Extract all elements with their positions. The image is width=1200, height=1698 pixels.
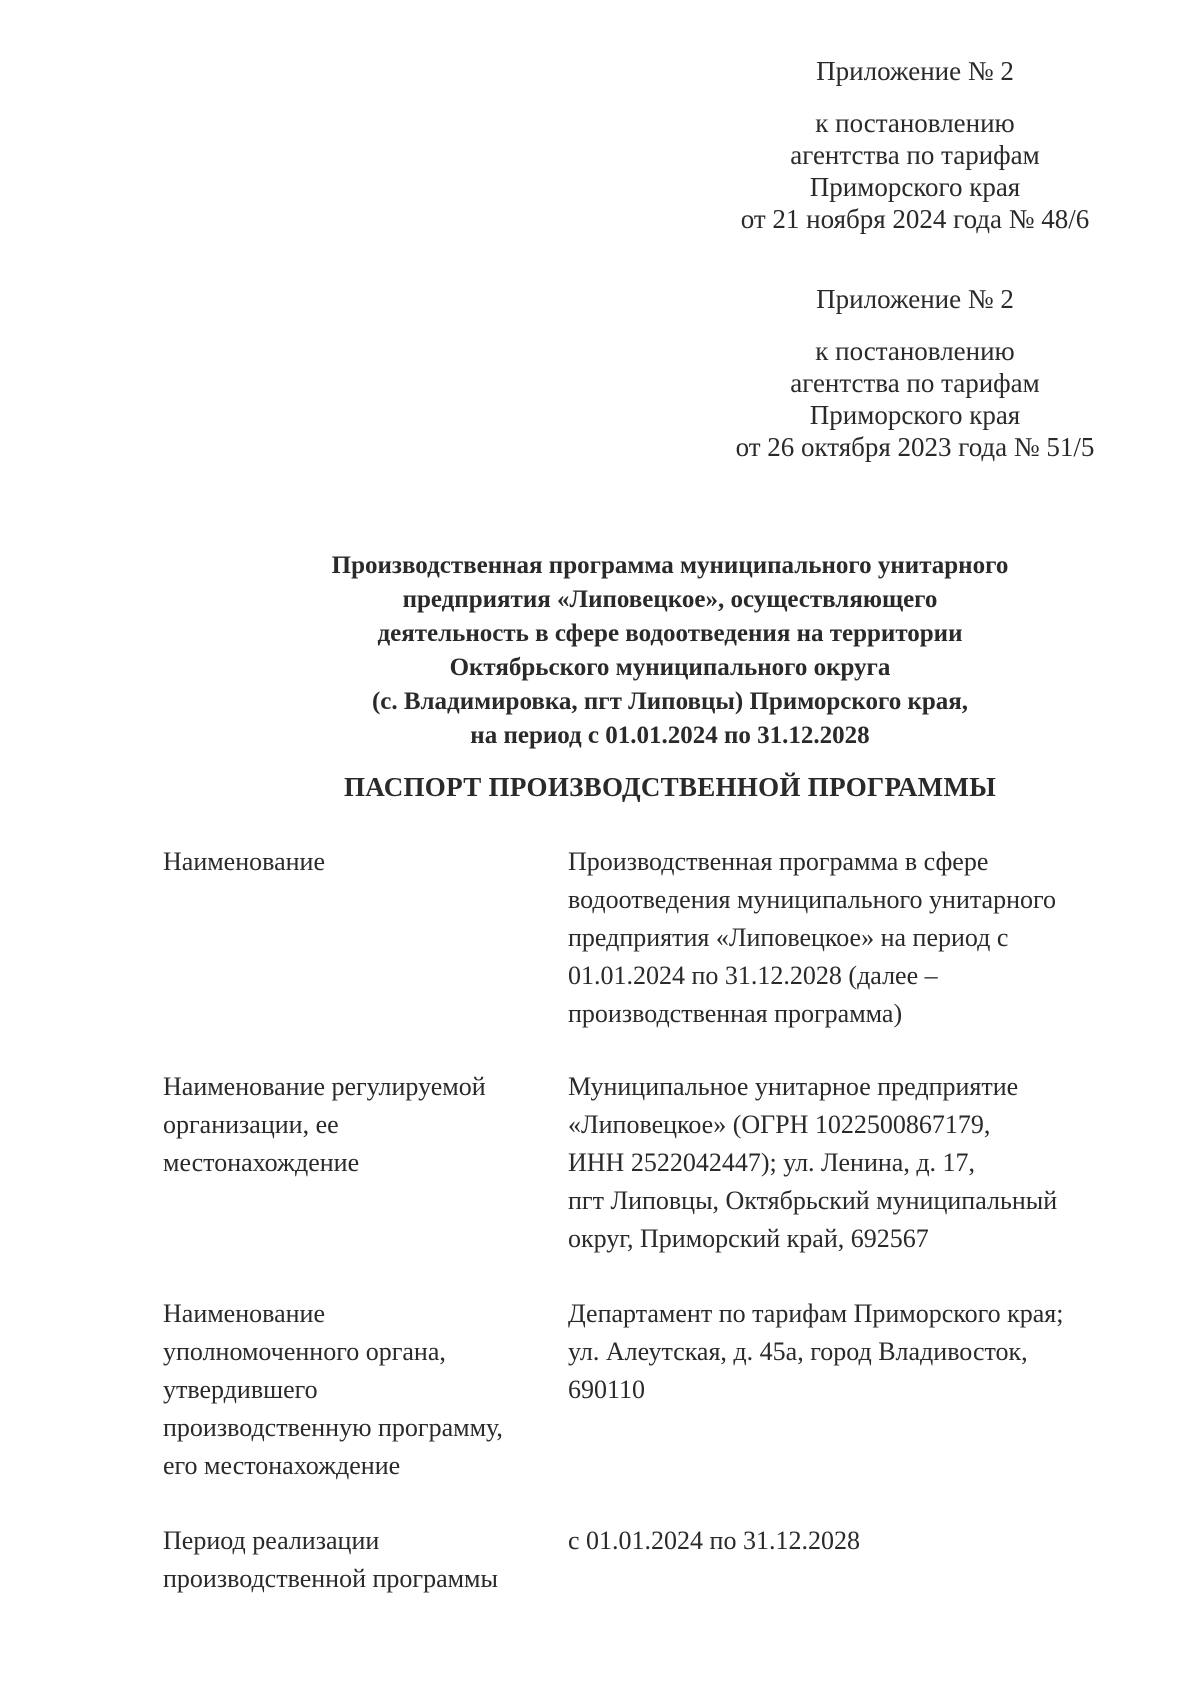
heading-line: (с. Владимировка, пгт Липовцы) Приморского края, — [371, 688, 969, 715]
value-line: ИНН 2522042447); ул. Ленина, д. 17, — [568, 1148, 976, 1177]
appendix-line: агентства по тарифам — [790, 140, 1040, 170]
heading-line: Производственная программа муниципального унитарного — [331, 552, 1009, 579]
heading-line: на период с 01.01.2024 по 31.12.2028 — [470, 722, 870, 749]
passport-title: ПАСПОРТ ПРОИЗВОДСТВЕННОЙ ПРОГРАММЫ — [343, 772, 997, 802]
value-line: округ, Приморский край, 692567 — [568, 1224, 929, 1253]
value-line: пгт Липовцы, Октябрьский муниципальный — [568, 1186, 1058, 1215]
passport-row-label — [163, 1068, 553, 1182]
value-line: предприятия «Липовецкое» на период с — [568, 923, 1009, 952]
label-line: производственную программу, — [163, 1413, 503, 1442]
label-line: организации, ее — [163, 1110, 339, 1139]
passport-row-label — [163, 1295, 553, 1485]
passport-row-value — [568, 843, 1128, 1033]
passport-row-value — [568, 1068, 1128, 1258]
appendix-line: от 26 октября 2023 года № 51/5 — [735, 432, 1095, 462]
value-line: Департамент по тарифам Приморского края; — [568, 1299, 1064, 1328]
value-line: водоотведения муниципального унитарного — [568, 885, 1057, 914]
label-line: утвердившего — [163, 1375, 318, 1404]
passport-row-value — [568, 1295, 1128, 1409]
value-line: Муниципальное унитарное предприятие — [568, 1072, 1019, 1101]
label-line: Наименование — [163, 1299, 325, 1328]
heading-line: предприятия «Липовецкое», осуществляющего — [402, 586, 938, 613]
value-line: 690110 — [568, 1375, 646, 1404]
value-line: «Липовецкое» (ОГРН 1022500867179, — [568, 1110, 991, 1139]
label-line: уполномоченного органа, — [163, 1337, 446, 1366]
appendix-line: к постановлению — [815, 108, 1015, 138]
heading-line: деятельность в сфере водоотведения на территории — [377, 620, 963, 647]
appendix-header-current — [680, 55, 1150, 235]
heading-line: Октябрьского муниципального округа — [449, 654, 891, 681]
appendix-line: Приморского края — [809, 172, 1021, 202]
appendix-line: к постановлению — [815, 336, 1015, 366]
value-line: Производственная программа в сфере — [568, 847, 989, 876]
appendix-line: агентства по тарифам — [790, 368, 1040, 398]
appendix-header-previous — [680, 283, 1150, 463]
label-line: его местонахождение — [163, 1451, 401, 1480]
passport-row-value — [568, 1522, 1128, 1560]
label-line: Наименование регулируемой — [163, 1072, 486, 1101]
value-line: ул. Алеутская, д. 45а, город Владивосток, — [568, 1337, 1028, 1366]
label-line: производственной программы — [163, 1564, 498, 1593]
label-line: местонахождение — [163, 1148, 360, 1177]
value-line: 01.01.2024 по 31.12.2028 (далее – — [568, 961, 938, 990]
label-line: Наименование — [163, 847, 325, 876]
program-heading — [200, 549, 1140, 753]
appendix-title: Приложение № 2 — [816, 56, 1014, 86]
appendix-line: от 21 ноября 2024 года № 48/6 — [740, 204, 1090, 234]
passport-row-label — [163, 1522, 553, 1598]
value-line: с 01.01.2024 по 31.12.2028 — [568, 1526, 860, 1555]
appendix-title: Приложение № 2 — [816, 284, 1014, 314]
label-line: Период реализации — [163, 1526, 380, 1555]
value-line: производственная программа) — [568, 999, 903, 1028]
appendix-line: Приморского края — [809, 400, 1021, 430]
passport-row-label — [163, 843, 553, 881]
